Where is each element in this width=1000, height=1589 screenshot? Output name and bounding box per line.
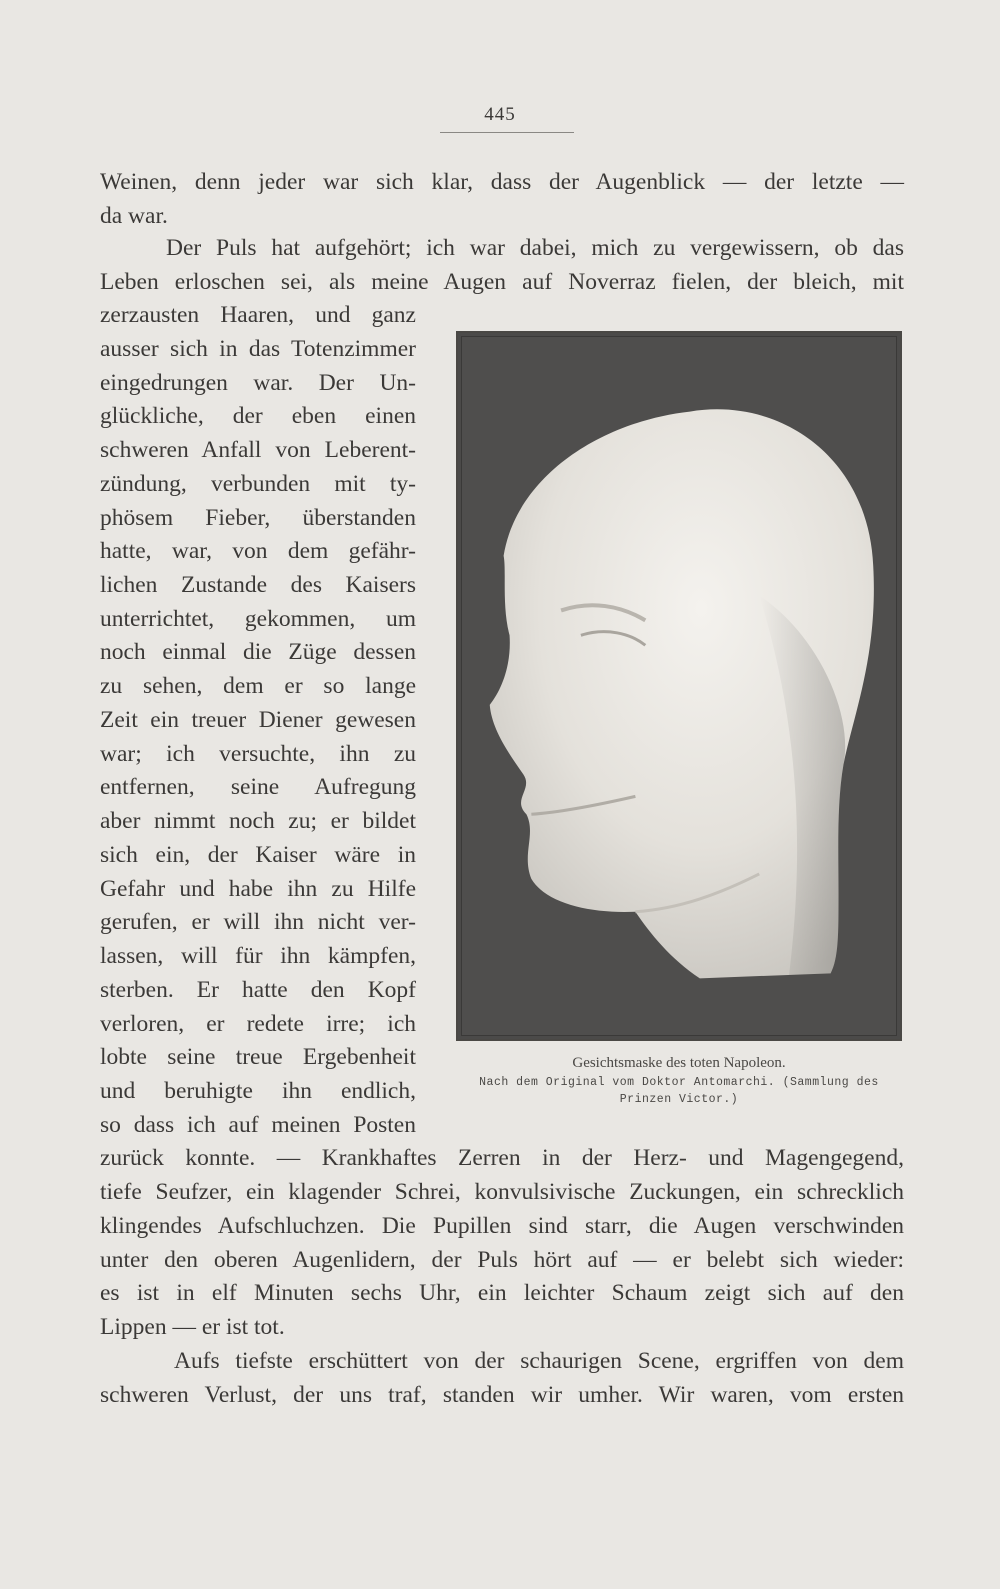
text-line: tiefe Seufzer, ein klagender Schrei, konvulsivische Zuckungen, ein schrecklich <box>100 1179 904 1205</box>
text-line: schweren Anfall von Leberent- <box>100 437 416 463</box>
text-line: zündung, verbunden mit ty- <box>100 471 416 497</box>
text-line: war; ich versuchte, ihn zu <box>100 741 416 767</box>
figure-caption-source: Nach dem Original vom Doktor Antomarchi. (Sammlung des <box>479 1076 879 1089</box>
text-line: lassen, will für ihn kämpfen, <box>100 943 416 969</box>
text-line: verloren, er redete irre; ich <box>100 1011 416 1037</box>
text-line: Lippen — er ist tot. <box>100 1314 285 1340</box>
text-line: noch einmal die Züge dessen <box>100 639 416 665</box>
text-line: Weinen, denn jeder war sich klar, dass der Augenblick — der letzte — <box>100 169 904 195</box>
text-line: Gefahr und habe ihn zu Hilfe <box>100 876 416 902</box>
text-line: sterben. Er hatte den Kopf <box>100 977 416 1003</box>
death-mask-photo <box>456 331 902 1041</box>
figure-caption-collection: Prinzen Victor.) <box>619 1093 739 1106</box>
figure-caption-title: Gesichtsmaske des toten Napoleon. <box>572 1055 786 1071</box>
text-line: klingendes Aufschluchzen. Die Pupillen sind starr, die Augen verschwinden <box>100 1213 904 1239</box>
text-line: Aufs tiefste erschüttert von der schaurigen Scene, ergriffen von dem <box>174 1348 904 1374</box>
text-line: lobte seine treue Ergebenheit <box>100 1044 416 1070</box>
text-line: unterrichtet, gekommen, um <box>100 606 416 632</box>
photo-frame <box>461 336 897 1036</box>
text-line: Leben erloschen sei, als meine Augen auf Noverraz fielen, der bleich, mit <box>100 269 904 295</box>
text-line: und beruhigte ihn endlich, <box>100 1078 416 1104</box>
text-line: ausser sich in das Totenzimmer <box>100 336 416 362</box>
text-line: zu sehen, dem er so lange <box>100 673 416 699</box>
text-line: gerufen, er will ihn nicht ver- <box>100 909 416 935</box>
page-number-rule <box>440 132 574 133</box>
text-line: eingedrungen war. Der Un- <box>100 370 416 396</box>
text-line: zerzausten Haaren, und ganz <box>100 302 416 328</box>
text-line: aber nimmt noch zu; er bildet <box>100 808 416 834</box>
text-line: Der Puls hat aufgehört; ich war dabei, mich zu vergewissern, ob das <box>166 235 904 261</box>
text-line: es ist in elf Minuten sechs Uhr, ein leichter Schaum zeigt sich auf den <box>100 1280 904 1306</box>
text-line: hatte, war, von dem gefähr- <box>100 538 416 564</box>
text-line: unter den oberen Augenlidern, der Puls hört auf — er belebt sich wieder: <box>100 1247 904 1273</box>
text-line: phösem Fieber, überstanden <box>100 505 416 531</box>
text-line: so dass ich auf meinen Posten <box>100 1112 416 1138</box>
page-number: 445 <box>484 104 516 125</box>
text-line: lichen Zustande des Kaisers <box>100 572 416 598</box>
text-line: Zeit ein treuer Diener gewesen <box>100 707 416 733</box>
text-line: zurück konnte. — Krankhaftes Zerren in der Herz- und Magengegend, <box>100 1145 904 1171</box>
text-line: schweren Verlust, der uns traf, standen wir umher. Wir waren, vom ersten <box>100 1382 904 1408</box>
death-mask-image <box>462 337 896 1035</box>
text-line: entfernen, seine Aufregung <box>100 774 416 800</box>
text-line: sich ein, der Kaiser wäre in <box>100 842 416 868</box>
text-line: da war. <box>100 203 168 229</box>
text-line: glückliche, der eben einen <box>100 403 416 429</box>
